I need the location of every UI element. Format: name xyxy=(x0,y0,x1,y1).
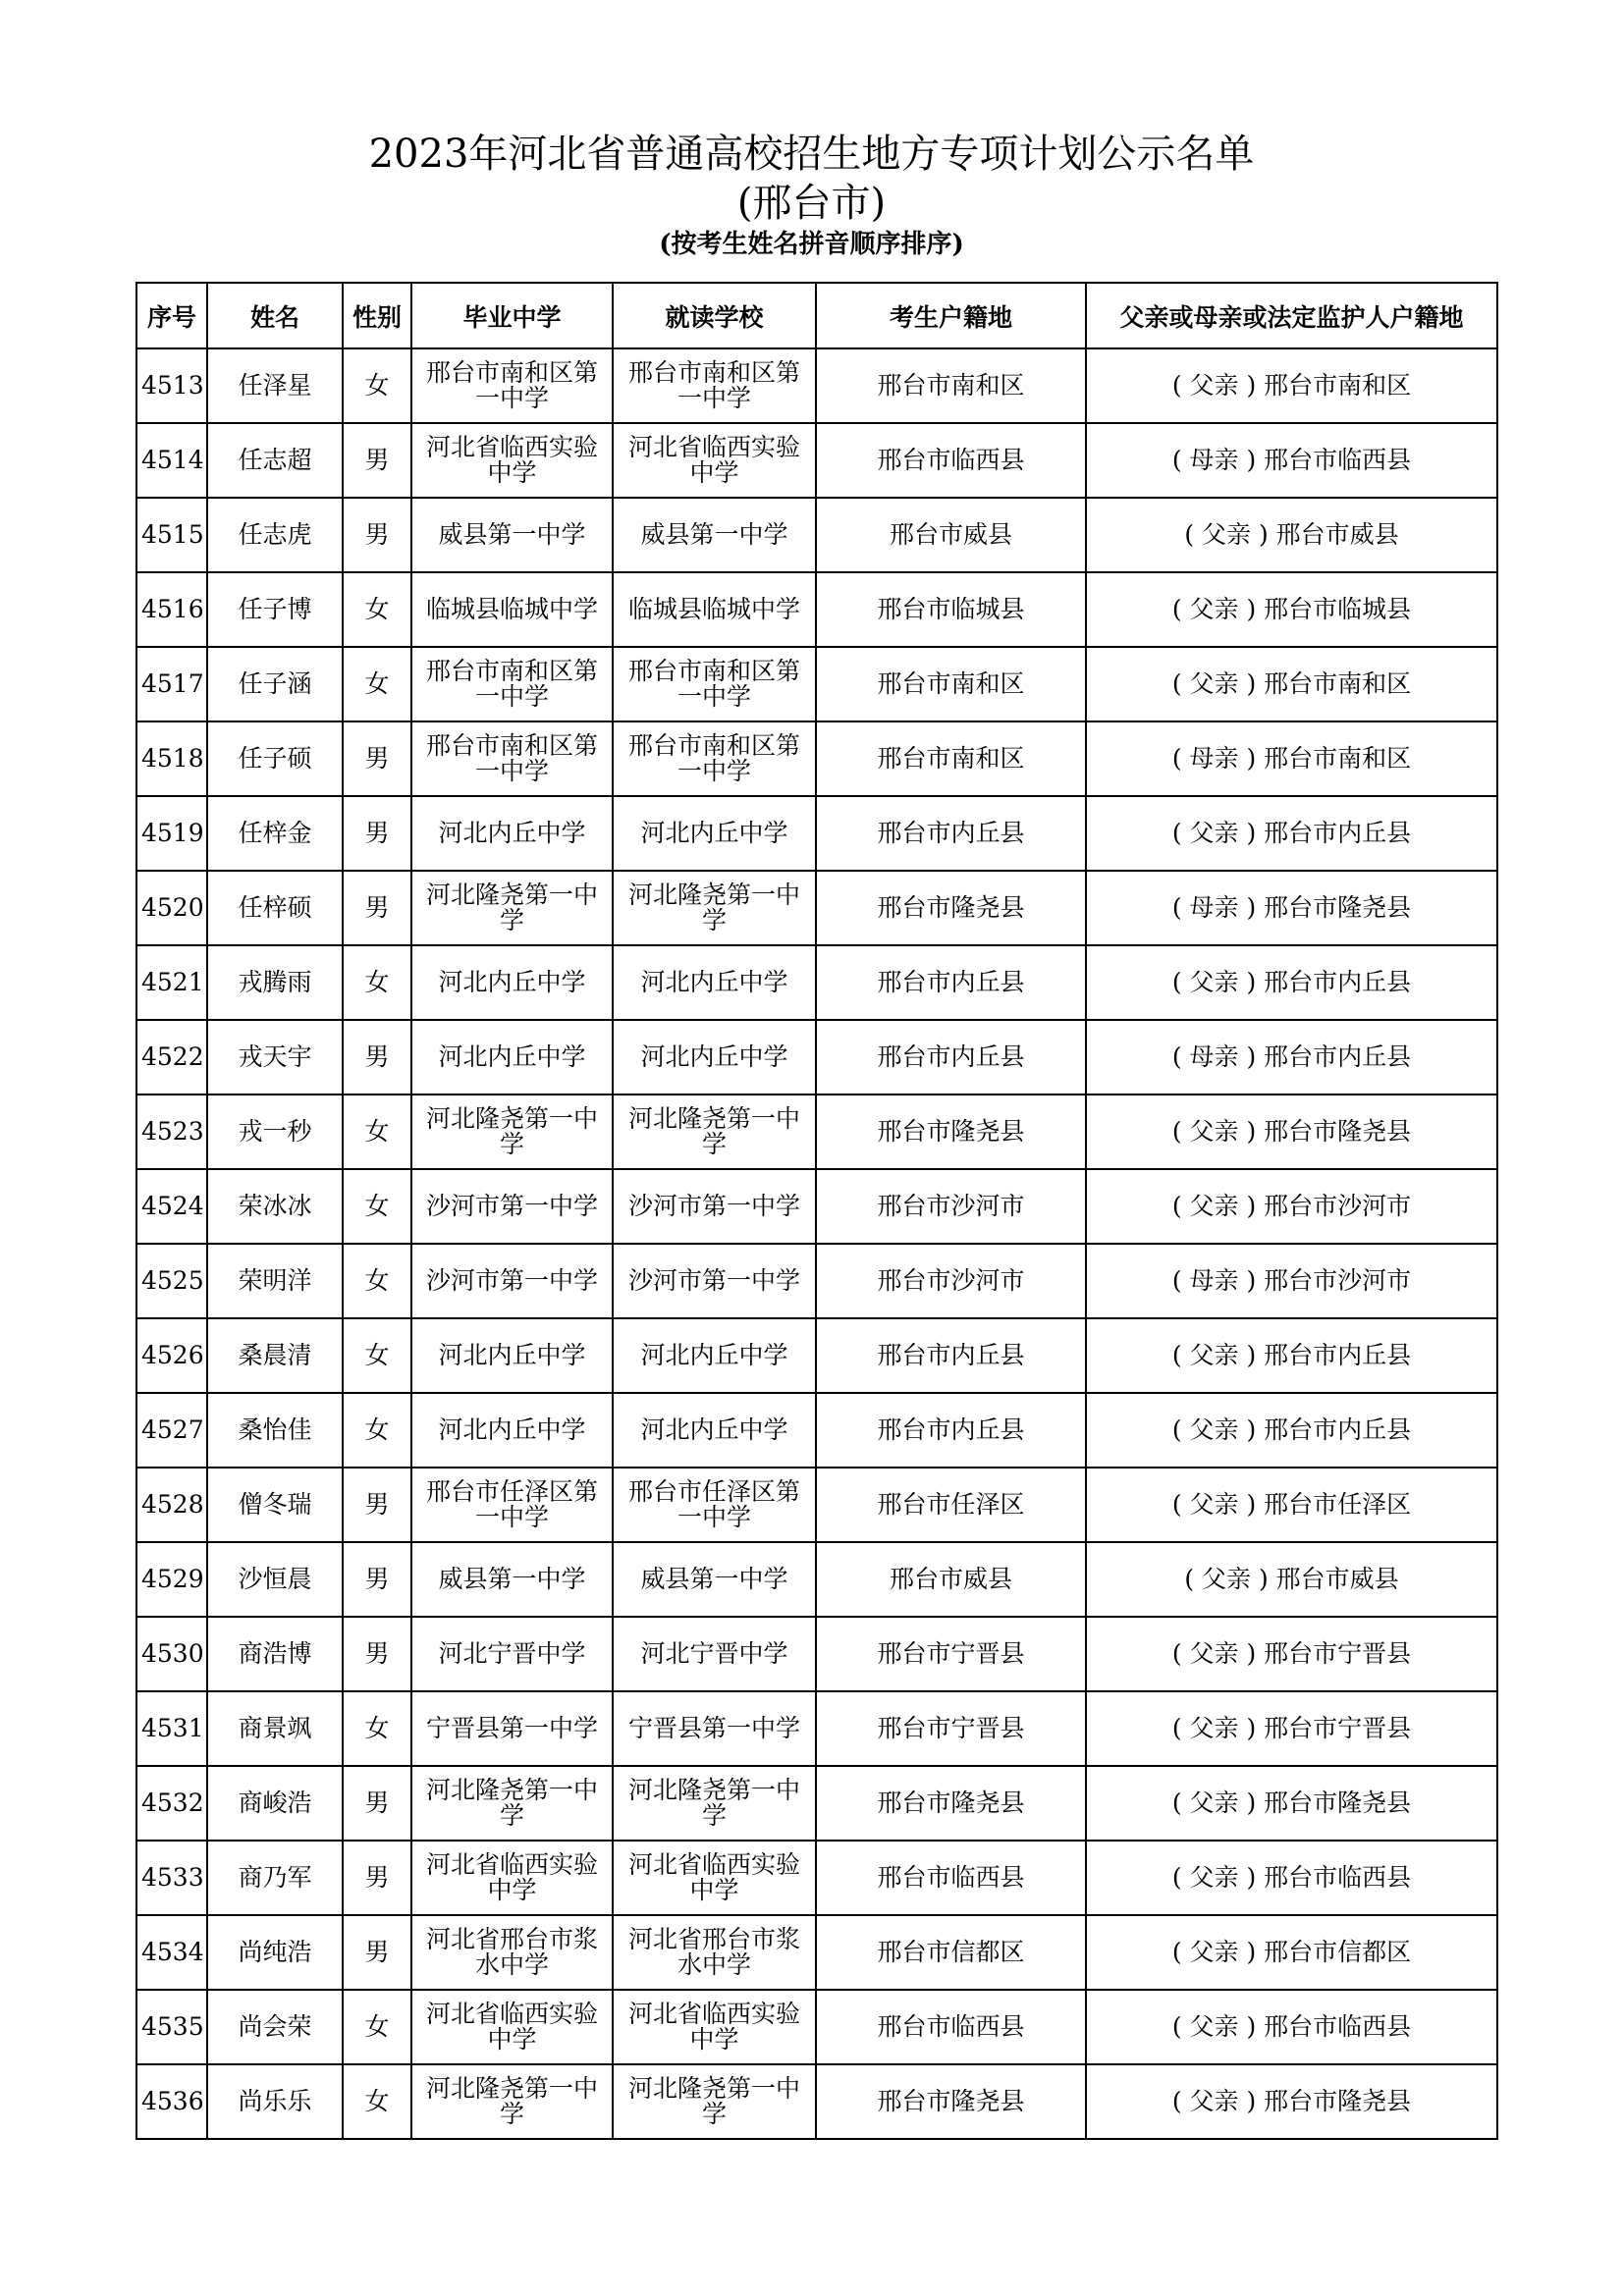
cell-guardian-registration: ( 母亲 ) 邢台市隆尧县 xyxy=(1086,871,1497,945)
cell-guardian-registration: ( 母亲 ) 邢台市沙河市 xyxy=(1086,1244,1497,1318)
cell-current-school: 沙河市第一中学 xyxy=(613,1244,816,1318)
cell-current-school: 河北内丘中学 xyxy=(613,945,816,1020)
table-row xyxy=(136,1915,1497,1990)
cell-gender: 女 xyxy=(343,1318,411,1393)
cell-graduation-school: 河北省临西实验中学 xyxy=(411,1990,613,2064)
cell-current-school: 河北隆尧第一中学 xyxy=(613,1095,816,1169)
table-row xyxy=(136,1617,1497,1691)
cell-index: 4531 xyxy=(136,1691,207,1766)
cell-index: 4530 xyxy=(136,1617,207,1691)
cell-current-school: 河北内丘中学 xyxy=(613,796,816,871)
cell-index: 4524 xyxy=(136,1169,207,1244)
cell-index: 4513 xyxy=(136,348,207,423)
cell-name: 商乃军 xyxy=(207,1841,343,1915)
cell-index: 4533 xyxy=(136,1841,207,1915)
cell-gender: 男 xyxy=(343,1915,411,1990)
cell-gender: 男 xyxy=(343,1841,411,1915)
cell-household-registration: 邢台市沙河市 xyxy=(816,1244,1086,1318)
cell-guardian-registration: ( 父亲 ) 邢台市宁晋县 xyxy=(1086,1617,1497,1691)
cell-index: 4516 xyxy=(136,572,207,647)
table-row xyxy=(136,647,1497,721)
cell-current-school: 河北省临西实验中学 xyxy=(613,423,816,498)
cell-guardian-registration: ( 父亲 ) 邢台市临城县 xyxy=(1086,572,1497,647)
cell-graduation-school: 威县第一中学 xyxy=(411,498,613,572)
table-row xyxy=(136,796,1497,871)
cell-current-school: 河北隆尧第一中学 xyxy=(613,1766,816,1841)
table-row xyxy=(136,1691,1497,1766)
cell-current-school: 河北省临西实验中学 xyxy=(613,1841,816,1915)
cell-household-registration: 邢台市内丘县 xyxy=(816,945,1086,1020)
cell-guardian-registration: ( 父亲 ) 邢台市隆尧县 xyxy=(1086,1766,1497,1841)
cell-gender: 女 xyxy=(343,945,411,1020)
cell-household-registration: 邢台市隆尧县 xyxy=(816,1095,1086,1169)
cell-guardian-registration: ( 父亲 ) 邢台市临西县 xyxy=(1086,1841,1497,1915)
cell-current-school: 威县第一中学 xyxy=(613,1542,816,1617)
cell-gender: 男 xyxy=(343,1468,411,1542)
header-index: 序号 xyxy=(136,283,207,348)
cell-guardian-registration: ( 父亲 ) 邢台市威县 xyxy=(1086,498,1497,572)
table-row xyxy=(136,1766,1497,1841)
cell-gender: 男 xyxy=(343,1542,411,1617)
cell-guardian-registration: ( 父亲 ) 邢台市南和区 xyxy=(1086,348,1497,423)
cell-name: 戎天宇 xyxy=(207,1020,343,1095)
cell-index: 4514 xyxy=(136,423,207,498)
header-guardian-registration: 父亲或母亲或法定监护人户籍地 xyxy=(1086,283,1497,348)
cell-gender: 女 xyxy=(343,1244,411,1318)
table-body xyxy=(136,348,1497,2139)
cell-graduation-school: 河北省临西实验中学 xyxy=(411,423,613,498)
cell-current-school: 河北内丘中学 xyxy=(613,1318,816,1393)
cell-index: 4525 xyxy=(136,1244,207,1318)
cell-current-school: 威县第一中学 xyxy=(613,498,816,572)
cell-graduation-school: 河北隆尧第一中学 xyxy=(411,1766,613,1841)
cell-gender: 男 xyxy=(343,1617,411,1691)
table-row xyxy=(136,498,1497,572)
cell-index: 4515 xyxy=(136,498,207,572)
table-row xyxy=(136,1841,1497,1915)
cell-index: 4528 xyxy=(136,1468,207,1542)
cell-current-school: 宁晋县第一中学 xyxy=(613,1691,816,1766)
cell-guardian-registration: ( 父亲 ) 邢台市南和区 xyxy=(1086,647,1497,721)
cell-index: 4521 xyxy=(136,945,207,1020)
cell-gender: 男 xyxy=(343,796,411,871)
cell-current-school: 河北宁晋中学 xyxy=(613,1617,816,1691)
cell-current-school: 河北内丘中学 xyxy=(613,1393,816,1468)
cell-index: 4517 xyxy=(136,647,207,721)
cell-current-school: 河北省邢台市浆水中学 xyxy=(613,1915,816,1990)
cell-guardian-registration: ( 父亲 ) 邢台市威县 xyxy=(1086,1542,1497,1617)
cell-gender: 男 xyxy=(343,423,411,498)
cell-graduation-school: 河北内丘中学 xyxy=(411,1393,613,1468)
cell-guardian-registration: ( 父亲 ) 邢台市沙河市 xyxy=(1086,1169,1497,1244)
cell-household-registration: 邢台市任泽区 xyxy=(816,1468,1086,1542)
table-row xyxy=(136,871,1497,945)
cell-name: 任梓金 xyxy=(207,796,343,871)
cell-index: 4527 xyxy=(136,1393,207,1468)
cell-current-school: 邢台市任泽区第一中学 xyxy=(613,1468,816,1542)
cell-guardian-registration: ( 父亲 ) 邢台市内丘县 xyxy=(1086,796,1497,871)
cell-current-school: 河北省临西实验中学 xyxy=(613,1990,816,2064)
cell-household-registration: 邢台市临城县 xyxy=(816,572,1086,647)
cell-household-registration: 邢台市宁晋县 xyxy=(816,1691,1086,1766)
cell-gender: 女 xyxy=(343,1393,411,1468)
cell-name: 商浩博 xyxy=(207,1617,343,1691)
cell-gender: 女 xyxy=(343,572,411,647)
cell-household-registration: 邢台市宁晋县 xyxy=(816,1617,1086,1691)
cell-index: 4535 xyxy=(136,1990,207,2064)
cell-index: 4526 xyxy=(136,1318,207,1393)
cell-graduation-school: 河北省邢台市浆水中学 xyxy=(411,1915,613,1990)
cell-guardian-registration: ( 父亲 ) 邢台市任泽区 xyxy=(1086,1468,1497,1542)
table-row xyxy=(136,1468,1497,1542)
cell-graduation-school: 河北宁晋中学 xyxy=(411,1617,613,1691)
table-row xyxy=(136,348,1497,423)
cell-household-registration: 邢台市南和区 xyxy=(816,721,1086,796)
table-header-row xyxy=(136,283,1497,348)
cell-name: 任子硕 xyxy=(207,721,343,796)
cell-name: 桑怡佳 xyxy=(207,1393,343,1468)
cell-graduation-school: 邢台市南和区第一中学 xyxy=(411,348,613,423)
cell-guardian-registration: ( 母亲 ) 邢台市南和区 xyxy=(1086,721,1497,796)
cell-name: 荣明洋 xyxy=(207,1244,343,1318)
cell-household-registration: 邢台市南和区 xyxy=(816,647,1086,721)
table-row xyxy=(136,1542,1497,1617)
cell-guardian-registration: ( 父亲 ) 邢台市内丘县 xyxy=(1086,945,1497,1020)
cell-graduation-school: 威县第一中学 xyxy=(411,1542,613,1617)
cell-gender: 男 xyxy=(343,1766,411,1841)
document-sort-note: (按考生姓名拼音顺序排序) xyxy=(659,230,964,259)
cell-graduation-school: 河北内丘中学 xyxy=(411,1020,613,1095)
cell-guardian-registration: ( 父亲 ) 邢台市信都区 xyxy=(1086,1915,1497,1990)
table-row xyxy=(136,1990,1497,2064)
cell-name: 桑晨清 xyxy=(207,1318,343,1393)
cell-household-registration: 邢台市威县 xyxy=(816,1542,1086,1617)
cell-name: 任泽星 xyxy=(207,348,343,423)
cell-current-school: 沙河市第一中学 xyxy=(613,1169,816,1244)
cell-name: 僧冬瑞 xyxy=(207,1468,343,1542)
cell-guardian-registration: ( 父亲 ) 邢台市隆尧县 xyxy=(1086,1095,1497,1169)
cell-gender: 男 xyxy=(343,498,411,572)
table-row xyxy=(136,1095,1497,1169)
cell-name: 任子涵 xyxy=(207,647,343,721)
cell-guardian-registration: ( 父亲 ) 邢台市内丘县 xyxy=(1086,1318,1497,1393)
cell-graduation-school: 河北内丘中学 xyxy=(411,1318,613,1393)
cell-name: 尚会荣 xyxy=(207,1990,343,2064)
cell-graduation-school: 邢台市南和区第一中学 xyxy=(411,647,613,721)
cell-guardian-registration: ( 母亲 ) 邢台市临西县 xyxy=(1086,423,1497,498)
cell-name: 商峻浩 xyxy=(207,1766,343,1841)
cell-household-registration: 邢台市隆尧县 xyxy=(816,1766,1086,1841)
cell-graduation-school: 河北内丘中学 xyxy=(411,945,613,1020)
cell-current-school: 邢台市南和区第一中学 xyxy=(613,647,816,721)
cell-name: 任志虎 xyxy=(207,498,343,572)
cell-household-registration: 邢台市内丘县 xyxy=(816,1318,1086,1393)
cell-name: 商景飒 xyxy=(207,1691,343,1766)
cell-graduation-school: 邢台市南和区第一中学 xyxy=(411,721,613,796)
cell-graduation-school: 宁晋县第一中学 xyxy=(411,1691,613,1766)
cell-graduation-school: 河北隆尧第一中学 xyxy=(411,2064,613,2139)
cell-current-school: 临城县临城中学 xyxy=(613,572,816,647)
cell-graduation-school: 河北省临西实验中学 xyxy=(411,1841,613,1915)
cell-household-registration: 邢台市南和区 xyxy=(816,348,1086,423)
cell-graduation-school: 临城县临城中学 xyxy=(411,572,613,647)
cell-household-registration: 邢台市临西县 xyxy=(816,1841,1086,1915)
cell-index: 4520 xyxy=(136,871,207,945)
cell-gender: 女 xyxy=(343,348,411,423)
cell-name: 任梓硕 xyxy=(207,871,343,945)
table-row xyxy=(136,1393,1497,1468)
cell-name: 戎一秒 xyxy=(207,1095,343,1169)
cell-name: 任子博 xyxy=(207,572,343,647)
cell-graduation-school: 邢台市任泽区第一中学 xyxy=(411,1468,613,1542)
cell-name: 任志超 xyxy=(207,423,343,498)
cell-current-school: 邢台市南和区第一中学 xyxy=(613,348,816,423)
table-row xyxy=(136,1020,1497,1095)
cell-graduation-school: 沙河市第一中学 xyxy=(411,1169,613,1244)
cell-household-registration: 邢台市隆尧县 xyxy=(816,871,1086,945)
cell-gender: 男 xyxy=(343,1020,411,1095)
cell-gender: 女 xyxy=(343,2064,411,2139)
cell-guardian-registration: ( 母亲 ) 邢台市内丘县 xyxy=(1086,1020,1497,1095)
cell-current-school: 邢台市南和区第一中学 xyxy=(613,721,816,796)
cell-index: 4532 xyxy=(136,1766,207,1841)
cell-household-registration: 邢台市内丘县 xyxy=(816,1393,1086,1468)
cell-gender: 男 xyxy=(343,871,411,945)
cell-guardian-registration: ( 父亲 ) 邢台市内丘县 xyxy=(1086,1393,1497,1468)
cell-current-school: 河北隆尧第一中学 xyxy=(613,2064,816,2139)
cell-name: 尚乐乐 xyxy=(207,2064,343,2139)
cell-guardian-registration: ( 父亲 ) 邢台市隆尧县 xyxy=(1086,2064,1497,2139)
cell-current-school: 河北内丘中学 xyxy=(613,1020,816,1095)
cell-household-registration: 邢台市内丘县 xyxy=(816,796,1086,871)
cell-graduation-school: 河北内丘中学 xyxy=(411,796,613,871)
cell-name: 戎腾雨 xyxy=(207,945,343,1020)
cell-guardian-registration: ( 父亲 ) 邢台市临西县 xyxy=(1086,1990,1497,2064)
cell-graduation-school: 沙河市第一中学 xyxy=(411,1244,613,1318)
cell-household-registration: 邢台市隆尧县 xyxy=(816,2064,1086,2139)
cell-gender: 女 xyxy=(343,647,411,721)
cell-gender: 女 xyxy=(343,1169,411,1244)
document-subtitle-city: (邢台市) xyxy=(736,181,887,226)
cell-index: 4523 xyxy=(136,1095,207,1169)
cell-current-school: 河北隆尧第一中学 xyxy=(613,871,816,945)
cell-gender: 男 xyxy=(343,721,411,796)
document-title: 2023年河北省普通高校招生地方专项计划公示名单 xyxy=(368,132,1255,177)
cell-gender: 女 xyxy=(343,1990,411,2064)
cell-household-registration: 邢台市沙河市 xyxy=(816,1169,1086,1244)
cell-index: 4529 xyxy=(136,1542,207,1617)
cell-household-registration: 邢台市内丘县 xyxy=(816,1020,1086,1095)
table-row xyxy=(136,2064,1497,2139)
cell-index: 4518 xyxy=(136,721,207,796)
table-row xyxy=(136,721,1497,796)
cell-index: 4536 xyxy=(136,2064,207,2139)
cell-graduation-school: 河北隆尧第一中学 xyxy=(411,1095,613,1169)
header-gender: 性别 xyxy=(343,283,411,348)
cell-household-registration: 邢台市威县 xyxy=(816,498,1086,572)
header-household-registration: 考生户籍地 xyxy=(816,283,1086,348)
header-graduation-school: 毕业中学 xyxy=(411,283,613,348)
cell-index: 4519 xyxy=(136,796,207,871)
table-row xyxy=(136,1318,1497,1393)
table-row xyxy=(136,1244,1497,1318)
cell-household-registration: 邢台市临西县 xyxy=(816,1990,1086,2064)
cell-index: 4534 xyxy=(136,1915,207,1990)
cell-household-registration: 邢台市信都区 xyxy=(816,1915,1086,1990)
cell-gender: 女 xyxy=(343,1691,411,1766)
cell-name: 沙恒晨 xyxy=(207,1542,343,1617)
roster-table xyxy=(135,282,1498,2140)
table-row xyxy=(136,572,1497,647)
header-name: 姓名 xyxy=(207,283,343,348)
cell-guardian-registration: ( 父亲 ) 邢台市宁晋县 xyxy=(1086,1691,1497,1766)
header-current-school: 就读学校 xyxy=(613,283,816,348)
table-row xyxy=(136,945,1497,1020)
table-row xyxy=(136,1169,1497,1244)
cell-name: 荣冰冰 xyxy=(207,1169,343,1244)
cell-name: 尚纯浩 xyxy=(207,1915,343,1990)
table-row xyxy=(136,423,1497,498)
cell-index: 4522 xyxy=(136,1020,207,1095)
cell-graduation-school: 河北隆尧第一中学 xyxy=(411,871,613,945)
cell-household-registration: 邢台市临西县 xyxy=(816,423,1086,498)
cell-gender: 女 xyxy=(343,1095,411,1169)
